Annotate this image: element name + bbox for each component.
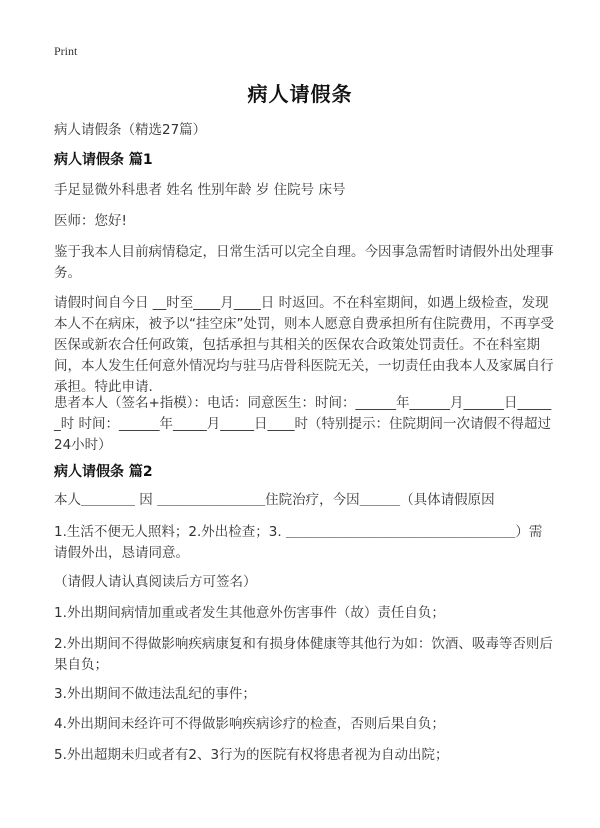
reason-paragraph: 鉴于我本人目前病情稳定，日常生活可以完全自理。今因事急需暂时请假外出处理事务。: [54, 244, 554, 281]
statement-line: 本人＿＿＿＿ 因 ＿＿＿＿＿＿＿＿住院治疗，今因＿＿＿（具体请假原因: [54, 492, 495, 508]
rule-5: 5.外出超期未归或者有2、3行为的医院有权将患者视为自动出院；: [54, 747, 449, 763]
rule-1: 1.外出期间病情加重或者发生其他意外伤害事件（故）责任自负；: [54, 605, 445, 621]
rule-4: 4.外出期间未经许可不得做影响疾病诊疗的检查，否则后果自负；: [54, 716, 445, 732]
section-1-heading: 病人请假条 篇1: [54, 152, 153, 168]
document-subtitle: 病人请假条（精选27篇）: [54, 122, 207, 138]
rule-2: 2.外出期间不得做影响疾病康复和有损身体健康等其他行为如：饮酒、吸毒等否则后果自负；: [54, 636, 553, 673]
leave-terms-paragraph: 请假时间自今日 __时至____月____日 时返回。不在科室期间，如遇上级检查，发现本人不在病床，被予以“挂空床”处罚，则本人愿意自费承担所有住院费用，不再享受医保或新农合任何政策，包括承担与其相关的医保农合政策处罚责任。不在科室期间，本人发生任何意外情况均与驻马店骨科医院无关，一切责任由我本人及家属自行承担。特此申请.: [54, 295, 554, 395]
reason-options: 1.生活不便无人照料；2.外出检查；3. ＿＿＿＿＿＿＿＿＿＿＿＿＿＿＿＿＿）需请假外出，恳请同意。: [54, 524, 543, 561]
greeting: 医师：您好!: [54, 213, 127, 229]
patient-info-line: 手足显微外科患者 姓名 性别年龄 岁 住院号 床号: [54, 182, 346, 198]
page-title: 病人请假条: [247, 82, 353, 106]
signature-paragraph: 患者本人（签名+指模）：电话：同意医生：时间：______年______月______日______时 时间：______年_____月_____日____时（特别提示：住院期间一次请假不得超过24小时）: [54, 395, 552, 453]
print-label: Print: [54, 44, 78, 58]
section-2-heading: 病人请假条 篇2: [54, 464, 153, 480]
rule-3: 3.外出期间不做违法乱纪的事件；: [54, 686, 256, 702]
read-before-sign-note: （请假人请认真阅读后方可签名）: [54, 574, 257, 590]
